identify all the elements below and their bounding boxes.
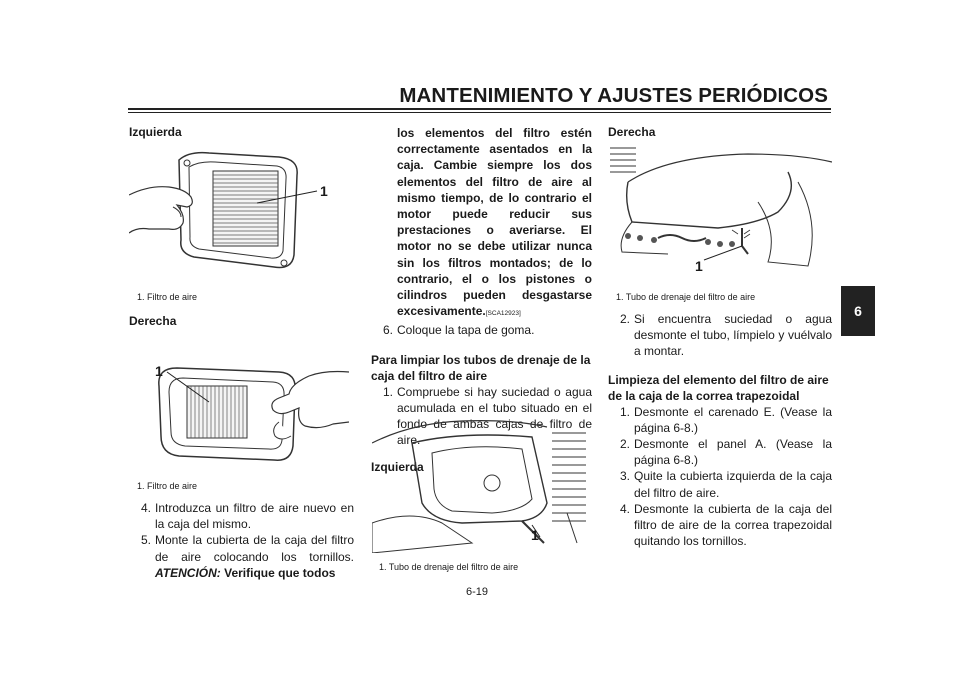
- figure-drain-left: [372, 413, 592, 553]
- col3-text: [608, 311, 832, 549]
- heading-left: Izquierda: [129, 125, 182, 139]
- belt-step-4-num: 4.: [619, 501, 630, 516]
- step-6-text: Coloque la tapa de goma.: [397, 323, 535, 338]
- drain-step-2: [608, 311, 832, 360]
- attention-start: Verifique que todos: [224, 565, 336, 580]
- belt-step-3-text: Quite la cubierta izquierda de la caja del filtro de aire.: [634, 469, 832, 500]
- step-6-num: 6.: [382, 323, 393, 338]
- figure-air-filter-right: [129, 336, 349, 476]
- belt-step-3-num: 3.: [619, 469, 630, 484]
- header-rule: [128, 108, 831, 110]
- drain-step-1-text: Compruebe si hay suciedad o agua acumulada en el tubo situado en el fondo de ambas cajas de filtro de aire.: [397, 384, 592, 448]
- header-rule-thin: [128, 112, 831, 113]
- attention-label: ATENCIÓN:: [155, 565, 221, 580]
- attention-cont: los elementos del filtro estén correctamente asentados en la caja. Cambie siempre los dos elementos del filtro de aire al mismo tiempo, de lo contrario el motor puede reducir sus prestaciones o averiarse. El motor no se debe utilizar nunca sin los filtros montados; de lo contrario, el o los pistones o cilindros pueden desgastarse excesivamente.: [397, 126, 592, 319]
- drain-right-illustration: [608, 142, 832, 285]
- drain-step-2-num: 2.: [619, 312, 630, 326]
- fig4-caption: 1. Tubo de drenaje del filtro de aire: [616, 292, 756, 302]
- figure-drain-right: [608, 142, 832, 285]
- belt-step-3: [608, 468, 832, 500]
- step-5: [129, 532, 354, 581]
- air-filter-right-illustration: [129, 336, 349, 476]
- step-4-num: 4.: [140, 501, 151, 515]
- air-filter-left-illustration: [129, 145, 349, 285]
- step-5-text: Monte la cubierta de la caja del filtro de aire colocando los tornillos.: [155, 533, 354, 564]
- heading-right: Derecha: [129, 314, 177, 328]
- drain-step-2-text: Si encuentra suciedad o agua desmonte el tubo, límpielo y vuélvalo a montar.: [634, 312, 832, 359]
- step-4: [129, 500, 354, 532]
- step-4-text: Introduzca un filtro de aire nuevo en la caja del mismo.: [155, 501, 354, 532]
- fig3-callout: 1: [531, 527, 539, 543]
- belt-step-2-text: Desmonte el panel A. (Vease la página 6-8.): [634, 437, 832, 468]
- belt-step-1-num: 1.: [619, 404, 630, 419]
- attention-code: [SCA12923]: [485, 310, 521, 318]
- page-title: MANTENIMIENTO Y AJUSTES PERIÓDICOS: [399, 84, 828, 107]
- drain-step-1-num: 1.: [382, 384, 393, 399]
- heading-right-drain: Derecha: [608, 125, 656, 139]
- step-6: [371, 322, 592, 338]
- fig2-callout: 1: [155, 363, 163, 379]
- figure-air-filter-left: [129, 145, 349, 285]
- fig4-callout: 1: [695, 258, 703, 274]
- belt-step-4: [608, 501, 832, 550]
- fig2-caption: 1. Filtro de aire: [137, 481, 198, 491]
- step-5-num: 5.: [140, 533, 151, 548]
- step-5-text-wrap: [155, 532, 354, 581]
- steps-4-5: [129, 500, 354, 581]
- section-heading-drain: Para limpiar los tubos de drenaje de la caja del filtro de aire: [371, 352, 591, 383]
- belt-step-4-text: Desmonte la cubierta de la caja del filtro de aire de la correa trapezoidal quitando los tornillos.: [634, 501, 832, 549]
- fig1-caption: 1. Filtro de aire: [137, 292, 198, 302]
- fig1-callout: 1: [320, 183, 328, 199]
- chapter-tab[interactable]: 6: [841, 286, 875, 336]
- belt-step-1-text: Desmonte el carenado E. (Vease la página 6-8.): [634, 404, 832, 435]
- drain-left-illustration: [372, 413, 592, 553]
- belt-step-2: [608, 436, 832, 468]
- heading-left-drain: Izquierda: [371, 460, 424, 475]
- fig3-caption: 1. Tubo de drenaje del filtro de aire: [379, 562, 519, 572]
- belt-step-1: [608, 404, 832, 436]
- belt-step-2-num: 2.: [619, 437, 630, 452]
- page-number: 6-19: [466, 586, 489, 598]
- section-heading-belt: Limpieza del elemento del filtro de aire de la caja de la correa trapezoidal: [608, 372, 829, 403]
